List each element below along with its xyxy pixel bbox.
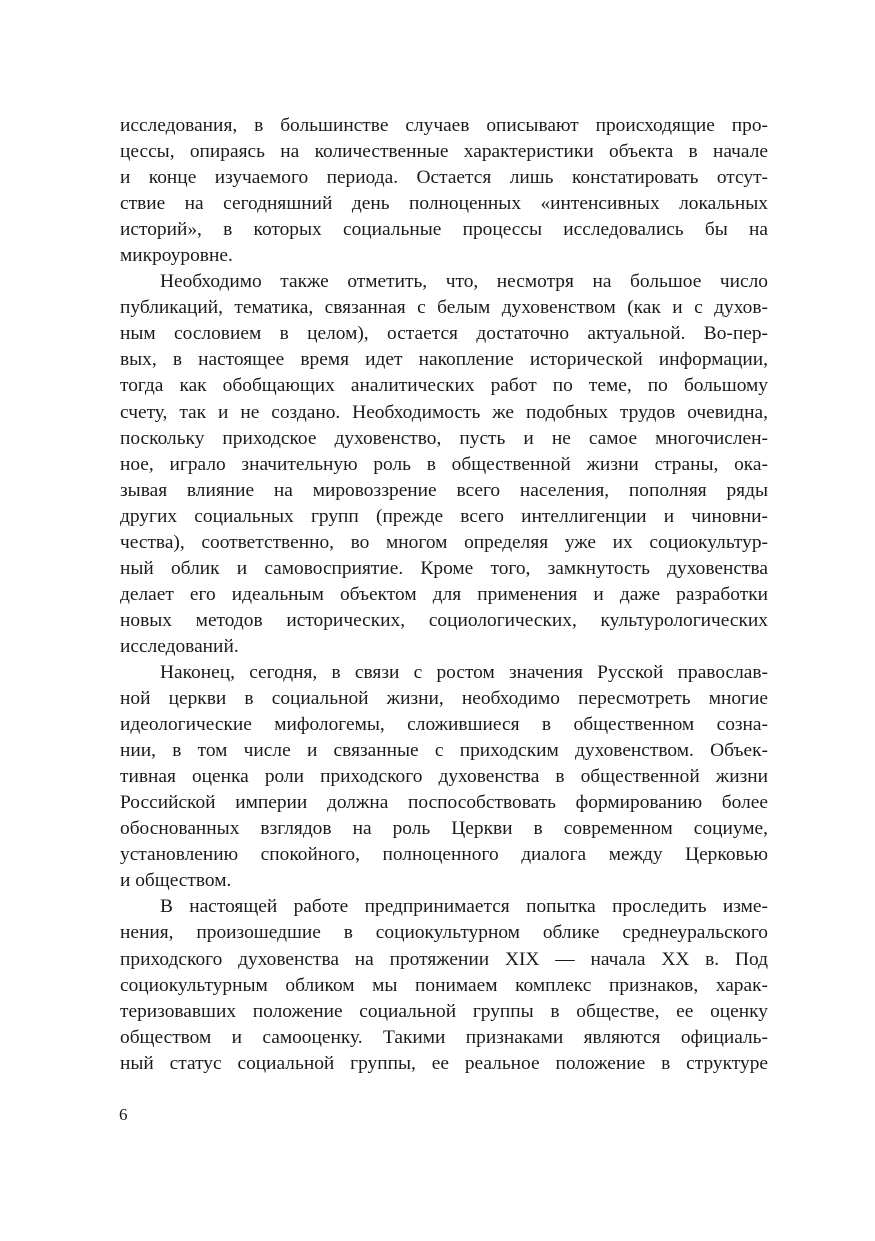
text-line: делает его идеальным объектом для применения и даже разработки xyxy=(120,583,768,605)
text-line: чества), соответственно, во многом определяя уже их социокультур- xyxy=(120,531,768,553)
text-line: поскольку приходское духовенство, пусть и не самое многочислен- xyxy=(120,427,768,449)
text-line: вых, в настоящее время идет накопление исторической информации, xyxy=(120,349,768,371)
text-line: зывая влияние на мировоззрение всего населения, пополняя ряды xyxy=(120,479,768,501)
text-line: социокультурным обликом мы понимаем комплекс признаков, харак- xyxy=(120,974,768,996)
text-line: микроуровне. xyxy=(120,245,233,267)
text-line: приходского духовенства на протяжении XIX — начала XX в. Под xyxy=(120,948,768,970)
text-line: ным сословием в целом), остается достаточно актуальной. Во-пер- xyxy=(120,323,768,345)
text-line: других социальных групп (прежде всего интеллигенции и чиновни- xyxy=(120,505,768,527)
text-line: новых методов исторических, социологических, культурологических xyxy=(120,609,768,631)
text-line: В настоящей работе предпринимается попытка проследить изме- xyxy=(160,896,768,918)
text-line: нения, произошедшие в социокультурном облике среднеуральского xyxy=(120,922,768,944)
text-line: теризовавших положение социальной группы в обществе, ее оценку xyxy=(120,1000,768,1022)
paragraph xyxy=(120,113,768,269)
text-line: ствие на сегодняшний день полноценных «интенсивных локальных xyxy=(120,193,768,215)
page-number: 6 xyxy=(119,1105,128,1124)
text-line: нии, в том числе и связанные с приходским духовенством. Объек- xyxy=(120,740,768,762)
text-line: и конце изучаемого периода. Остается лишь констатировать отсут- xyxy=(120,167,768,189)
text-line: тогда как обобщающих аналитических работ по теме, по большому xyxy=(120,375,768,397)
text-line: Необходимо также отметить, что, несмотря на большое число xyxy=(160,271,768,293)
text-line: установлению спокойного, полноценного диалога между Церковью xyxy=(120,844,768,866)
paragraph xyxy=(120,894,768,1076)
text-line: публикаций, тематика, связанная с белым духовенством (как и с духов- xyxy=(120,297,768,319)
text-line: Наконец, сегодня, в связи с ростом значения Русской православ- xyxy=(160,661,768,683)
text-line: ной церкви в социальной жизни, необходимо пересмотреть многие xyxy=(120,688,768,710)
text-line: обоснованных взглядов на роль Церкви в современном социуме, xyxy=(120,818,768,840)
paragraph xyxy=(120,269,768,660)
text-line: и обществом. xyxy=(120,870,232,892)
text-line: обществом и самооценку. Такими признаками являются официаль- xyxy=(120,1026,768,1048)
text-line: ный облик и самовосприятие. Кроме того, замкнутость духовенства xyxy=(120,557,768,579)
text-line: историй», в которых социальные процессы исследовались бы на xyxy=(120,219,768,241)
text-line: ное, играло значительную роль в общественной жизни страны, ока- xyxy=(120,453,768,475)
text-line: исследований. xyxy=(120,635,239,657)
text-line: ный статус социальной группы, ее реальное положение в структуре xyxy=(120,1052,768,1074)
text-line: цессы, опираясь на количественные характеристики объекта в начале xyxy=(120,141,768,163)
body-text xyxy=(120,113,768,1077)
paragraph xyxy=(120,660,768,894)
text-line: исследования, в большинстве случаев описывают происходящие про- xyxy=(120,115,768,136)
text-line: Российской империи должна поспособствовать формированию более xyxy=(120,792,768,814)
text-line: счету, так и не создано. Необходимость же подобных трудов очевидна, xyxy=(120,401,768,423)
text-line: идеологические мифологемы, сложившиеся в общественном созна- xyxy=(120,714,768,736)
text-line: тивная оценка роли приходского духовенства в общественной жизни xyxy=(120,766,768,788)
